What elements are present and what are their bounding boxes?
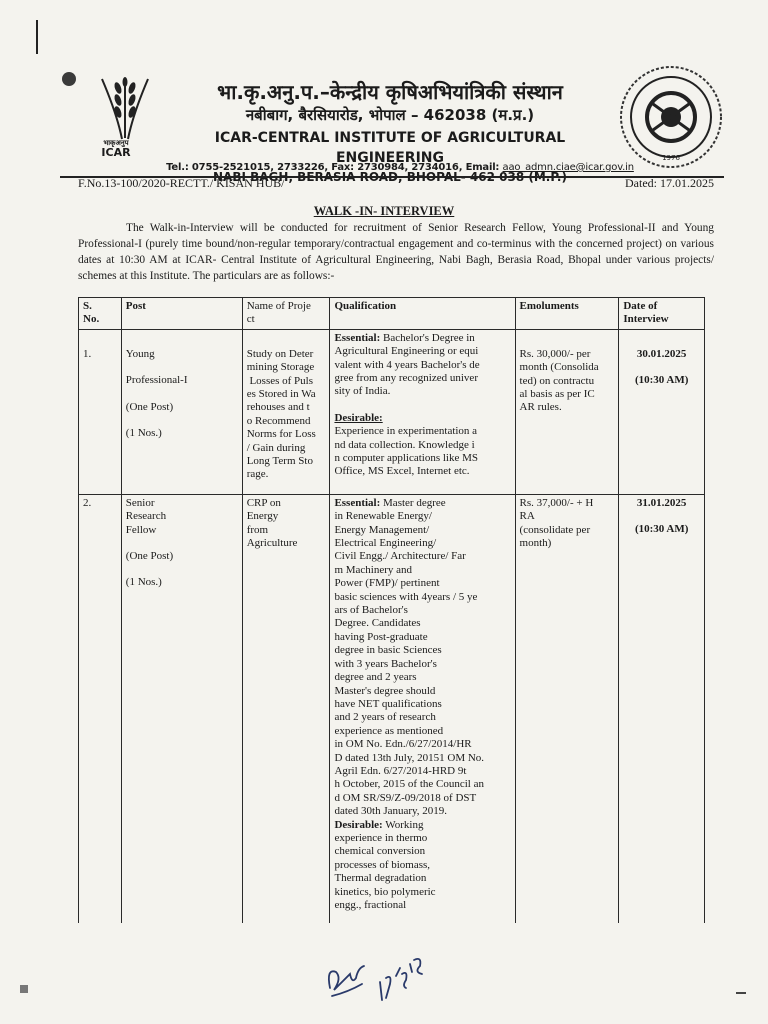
project-line: / Gain during <box>246 441 306 454</box>
essential-line: having Post-graduate <box>334 630 428 643</box>
cell-date <box>619 329 705 494</box>
post-line: Professional-I <box>125 374 188 387</box>
essential-line: m Machinery and <box>334 563 413 576</box>
logo-caption-hindi: भाकृअनुप <box>103 139 129 147</box>
emolument-line: Rs. 30,000/- per <box>519 347 591 360</box>
essential-line: ars of Bachelor's <box>334 604 408 617</box>
post-line: Fellow <box>125 523 157 536</box>
header-text: S. <box>83 300 92 312</box>
cell-qualification <box>330 329 515 494</box>
header-sno <box>79 298 122 330</box>
project-line: rage. <box>246 468 269 481</box>
desirable-line: n computer applications like MS <box>334 452 479 465</box>
contact-line <box>140 162 660 173</box>
essential-line: basic sciences with 4years / 5 ye <box>334 590 478 603</box>
essential-line: Bachelor's Degree in <box>380 331 475 344</box>
institute-address-hindi: नबीबाग, बैरसियारोड, भोपाल – 462038 (म.प्र.) <box>245 106 535 124</box>
project-line: Long Term Sto <box>246 455 313 468</box>
emolument-line: AR rules. <box>519 401 562 414</box>
post-line: Senior <box>125 496 155 509</box>
email-link[interactable]: aao_admn.ciae@icar.gov.in <box>502 162 634 173</box>
seal-year: 1976 <box>662 154 680 162</box>
essential-line: experience as mentioned <box>334 724 444 737</box>
cell-sno <box>79 329 122 494</box>
seal-emblem-icon <box>618 64 724 170</box>
essential-line: gree from any recognized univer <box>334 372 478 385</box>
scan-mark <box>20 985 28 993</box>
essential-line: sity of India. <box>334 385 391 398</box>
header-qualification: Qualification <box>330 298 515 330</box>
post-line <box>126 563 238 576</box>
post-line <box>126 388 238 401</box>
interview-date: 30.01.2025 <box>636 347 687 360</box>
wheat-emblem-icon <box>82 74 168 144</box>
post-line <box>126 414 238 427</box>
post-line: Research <box>125 510 167 523</box>
desirable-line: Thermal degradation <box>334 872 427 885</box>
icar-logo <box>82 74 168 164</box>
essential-line: with 3 years Bachelor's <box>334 657 437 670</box>
cell-emoluments <box>515 329 619 494</box>
project-line: Energy <box>246 510 279 523</box>
essential-line: D dated 13th July, 20151 OM No. <box>334 751 485 764</box>
essential-line: in OM No. Edn./6/27/2014/HR <box>334 738 472 751</box>
handwritten-signature <box>322 938 432 1008</box>
essential-line: d OM SR/S9/Z-09/2018 of DST <box>334 791 477 804</box>
desirable-label: Desirable: <box>334 818 383 831</box>
essential-line: Civil Engg./ Architecture/ Far <box>334 550 466 563</box>
contact-numbers: Tel.: 0755-2521015, 2733226, Fax: 2730984, 2734016, Email: <box>166 162 503 173</box>
desirable-line: nd data collection. Knowledge i <box>334 438 475 451</box>
desirable-line: kinetics, bio polymeric <box>334 885 436 898</box>
essential-line: Agricultural Engineering or equi <box>334 345 479 358</box>
institute-name-hindi: भा.कृ.अनु.प.–केन्द्रीय कृषिअभियांत्रिकी संस्थान <box>217 80 563 104</box>
emolument-line: Rs. 37,000/- + H <box>519 496 594 509</box>
desirable-line: processes of biomass, <box>334 858 431 871</box>
punch-hole <box>62 72 76 86</box>
cell-sno <box>79 494 122 923</box>
essential-line: h October, 2015 of the Council an <box>334 778 484 791</box>
essential-line: in Renewable Energy/ <box>334 510 432 523</box>
interview-time: (10:30 AM) <box>634 374 689 387</box>
cell-post <box>121 329 242 494</box>
header-emoluments: Emoluments <box>515 298 619 330</box>
ciae-seal <box>618 64 724 170</box>
desirable-label: Desirable: <box>334 411 383 424</box>
essential-line: Electrical Engineering/ <box>334 537 437 550</box>
header-text: Name of Proje <box>246 300 311 312</box>
margin-mark <box>36 20 38 54</box>
post-line: Young <box>125 347 155 360</box>
essential-line: valent with 4 years Bachelor's de <box>334 358 480 371</box>
essential-line: dated 30th January, 2019. <box>334 805 448 818</box>
page-title: WALK -IN- INTERVIEW <box>313 204 455 218</box>
project-line: o Recommend <box>246 414 311 427</box>
header-text: No. <box>83 313 100 326</box>
post-line: (1 Nos.) <box>125 576 162 589</box>
cell-post <box>121 494 242 923</box>
emolument-line: RA <box>519 510 535 523</box>
scan-mark <box>736 992 746 994</box>
post-line <box>126 361 238 374</box>
post-line: (One Post) <box>125 550 174 563</box>
desirable-line: Working <box>382 818 424 831</box>
cell-qualification <box>330 494 515 923</box>
desirable-line: Experience in experimentation a <box>334 425 478 438</box>
emolument-line: (consolidate per <box>519 523 591 536</box>
posts-table <box>78 297 705 923</box>
header-text: Date of <box>623 300 658 312</box>
essential-line: Master degree <box>380 496 446 509</box>
emolument-line: month) <box>519 537 552 550</box>
emolument-line: al basis as per IC <box>519 388 595 401</box>
project-line: Losses of Puls <box>246 374 314 387</box>
project-line: CRP on <box>246 496 281 509</box>
table-row <box>79 494 705 923</box>
essential-line: degree in basic Sciences <box>334 644 442 657</box>
header-project <box>242 298 330 330</box>
table-row <box>79 329 705 494</box>
essential-line: Energy Management/ <box>334 523 430 536</box>
project-line: Agriculture <box>246 537 298 550</box>
desirable-line: Office, MS Excel, Internet etc. <box>334 465 470 478</box>
cell-emoluments <box>515 494 619 923</box>
essential-line: Master's degree should <box>334 684 436 697</box>
project-line: Norms for Loss <box>246 428 316 441</box>
logo-caption-english: ICAR <box>101 146 131 159</box>
essential-label: Essential: <box>334 331 381 344</box>
table-header-row <box>79 298 705 330</box>
header-text: Interview <box>623 313 669 326</box>
header-post: Post <box>121 298 242 330</box>
project-line: mining Storage <box>246 361 315 374</box>
emolument-line: ted) on contractu <box>519 374 595 387</box>
header-date <box>619 298 705 330</box>
emolument-line: month (Consolida <box>519 361 599 374</box>
cell-date <box>619 494 705 923</box>
institute-name-english: ICAR-CENTRAL INSTITUTE OF AGRICULTURAL ENGINEERING <box>214 130 566 166</box>
post-line: (One Post) <box>125 400 174 413</box>
post-line: (1 Nos.) <box>125 427 162 440</box>
essential-line: and 2 years of research <box>334 711 436 724</box>
logo-caption <box>96 138 136 158</box>
essential-line: Agril Edn. 6/27/2014-HRD 9t <box>334 764 467 777</box>
header-text: ct <box>246 313 255 326</box>
post-line <box>126 537 238 550</box>
project-line: es Stored in Wa <box>246 388 316 401</box>
project-line: from <box>246 523 269 536</box>
intro-paragraph: The Walk-in-Interview will be conducted for recruitment of Senior Research Fellow, Young Professional-II and Young Professional-I (purely time bound/non-regular temporary/contractual engagement and co-terminus with the concerned project) on various dates at 10:30 AM at ICAR- Central Institute of Agricultural Engineering, Nabi Bagh, Berasia Road, Bhopal under various projects/ schemes at this Institute. The particulars are as follows:- <box>78 222 714 282</box>
essential-line: have NET qualifications <box>334 697 442 710</box>
essential-line: Degree. Candidates <box>334 617 421 630</box>
desirable-line: chemical conversion <box>334 845 426 858</box>
file-number: F.No.13-100/2020-RECTT./ KISAN HUB/ <box>78 176 285 190</box>
interview-time: (10:30 AM) <box>634 523 689 536</box>
project-line: rehouses and t <box>246 401 310 414</box>
essential-line: Power (FMP)/ pertinent <box>334 577 440 590</box>
essential-line: degree and 2 years <box>334 671 417 684</box>
serial-number: 1. <box>83 347 92 360</box>
cell-project <box>242 329 330 494</box>
project-line: Study on Deter <box>246 347 314 360</box>
interview-date: 31.01.2025 <box>636 496 687 509</box>
serial-number: 2. <box>83 496 92 509</box>
cell-project <box>242 494 330 923</box>
dated: Dated: 17.01.2025 <box>625 176 714 190</box>
essential-label: Essential: <box>334 496 381 509</box>
desirable-line: experience in thermo <box>334 831 428 844</box>
desirable-line: engg., fractional <box>334 899 407 911</box>
